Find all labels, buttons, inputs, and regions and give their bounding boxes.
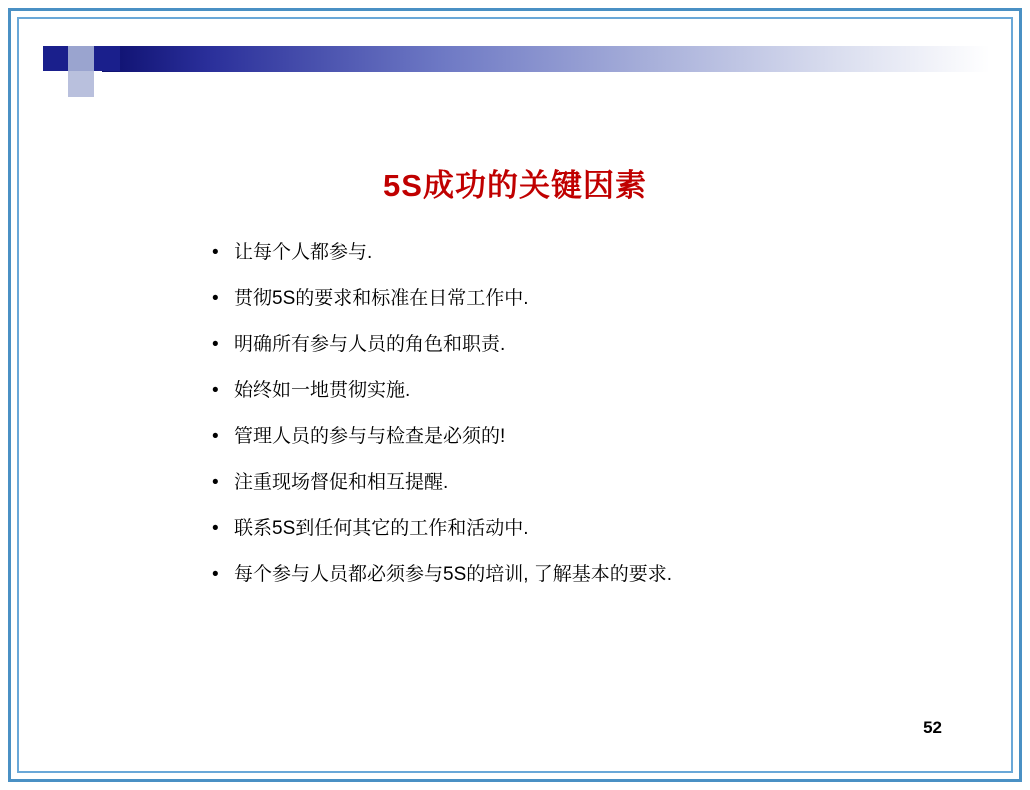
bullet-dot-icon: • <box>212 242 219 263</box>
square-icon-3 <box>94 46 120 71</box>
square-icon-4 <box>68 71 94 97</box>
list-item-label: 贯彻5S的要求和标准在日常工作中. <box>234 288 529 309</box>
list-item <box>212 240 932 266</box>
list-item-label: 注重现场督促和相互提醒. <box>234 472 449 493</box>
list-item <box>212 562 932 588</box>
list-item-label: 每个参与人员都必须参与5S的培训, 了解基本的要求. <box>234 564 673 585</box>
bullet-dot-icon: • <box>212 426 219 447</box>
list-item-label: 让每个人都参与. <box>234 242 373 263</box>
square-icon-2 <box>68 46 94 71</box>
bullet-dot-icon: • <box>212 564 219 585</box>
list-item <box>212 424 932 450</box>
bullet-dot-icon: • <box>212 288 219 309</box>
square-icon-1 <box>43 46 68 71</box>
list-item <box>212 332 932 358</box>
bullet-dot-icon: • <box>212 472 219 493</box>
bullet-dot-icon: • <box>212 380 219 401</box>
page-title: 5S成功的关键因素 <box>383 168 647 203</box>
list-item-label: 联系5S到任何其它的工作和活动中. <box>234 518 529 539</box>
list-item-label: 管理人员的参与与检查是必须的! <box>234 426 506 447</box>
list-item <box>212 516 932 542</box>
list-item-label: 始终如一地贯彻实施. <box>234 380 411 401</box>
list-item-label: 明确所有参与人员的角色和职责. <box>234 334 506 355</box>
list-item <box>212 378 932 404</box>
bullet-dot-icon: • <box>212 334 219 355</box>
list-item <box>212 286 932 312</box>
page-number: 52 <box>923 718 942 737</box>
header-decoration <box>40 38 990 94</box>
bullet-list <box>212 240 932 608</box>
gradient-bar <box>102 46 990 72</box>
bullet-dot-icon: • <box>212 518 219 539</box>
list-item <box>212 470 932 496</box>
